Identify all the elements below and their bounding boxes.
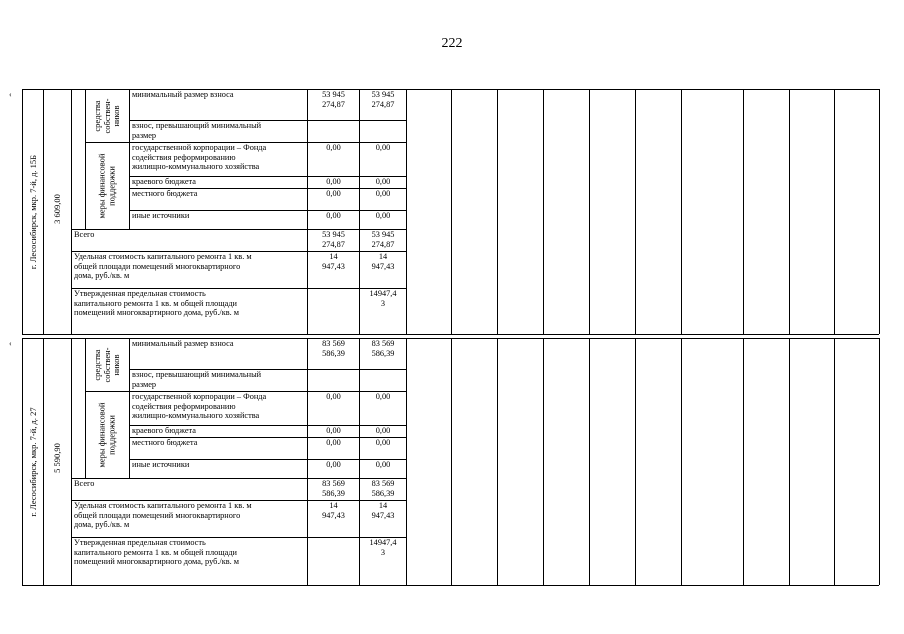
row-label: краевого бюджета <box>132 177 196 186</box>
column-rule <box>879 89 880 334</box>
area-label: 5 590,90 <box>52 443 62 473</box>
value-cell: 0,00 <box>326 143 341 152</box>
column-rule <box>307 89 308 334</box>
column-rule <box>406 89 407 334</box>
group-bottom-rule <box>22 585 879 586</box>
row-label: иные источники <box>132 460 190 469</box>
column-rule <box>71 338 72 585</box>
row-label: местного бюджета <box>132 189 198 198</box>
column-rule <box>635 338 636 585</box>
column-rule <box>834 338 835 585</box>
owners-funds-label: средства собствен- ников <box>91 347 121 382</box>
column-rule <box>22 89 23 334</box>
value-cell: 14 947,43 <box>322 252 345 271</box>
value-cell <box>310 121 357 142</box>
column-rule <box>589 89 590 334</box>
column-rule <box>451 338 452 585</box>
owners-funds-label: средства собствен- ников <box>91 98 121 133</box>
column-rule <box>359 338 360 585</box>
row-label: Всего <box>74 230 95 239</box>
column-rule <box>307 338 308 585</box>
row-label: иные источники <box>132 211 190 220</box>
column-rule <box>22 338 23 585</box>
row-label: Удельная стоимость капитального ремонта 1 кв. м общей площади помещений многоквартирного дома, руб./кв. м <box>74 252 252 281</box>
column-rule <box>743 338 744 585</box>
value-cell: 0,00 <box>375 438 391 447</box>
value-cell: 14947,4 3 <box>369 538 397 557</box>
value-cell: 53 945 274,87 <box>322 230 345 249</box>
column-rule <box>879 338 880 585</box>
value-cell: 14947,4 3 <box>369 289 397 308</box>
column-rule <box>129 89 130 229</box>
value-cell: 83 569 586,39 <box>322 479 345 498</box>
column-rule <box>85 338 86 478</box>
value-cell: 0,00 <box>375 189 391 198</box>
address-label: г. Лесосибирск, мкр. 7-й, д. 27 <box>27 406 38 517</box>
row-label: государственной корпорации – Фонда содействия реформированию жилищно-коммунального хозяйства <box>132 143 267 172</box>
row-label: Всего <box>74 479 95 488</box>
value-cell: 0,00 <box>326 189 341 198</box>
column-rule <box>129 338 130 478</box>
row-label: Утвержденная предельная стоимость капитального ремонта 1 кв. м общей площади помещений многоквартирного дома, руб./кв. м <box>74 538 240 567</box>
value-cell: 0,00 <box>375 211 391 220</box>
value-cell <box>310 289 357 334</box>
row-label: государственной корпорации – Фонда содействия реформированию жилищно-коммунального хозяйства <box>132 392 267 421</box>
row-label: минимальный размер взноса <box>132 90 234 99</box>
column-rule <box>497 89 498 334</box>
value-cell: 83 569 586,39 <box>322 339 345 358</box>
value-cell: 83 569 586,39 <box>371 339 395 358</box>
value-cell: 0,00 <box>375 460 391 469</box>
margin-mark: ‹ <box>9 339 12 348</box>
column-rule <box>543 89 544 334</box>
column-rule <box>406 338 407 585</box>
column-rule <box>543 338 544 585</box>
column-rule <box>589 338 590 585</box>
column-rule <box>789 89 790 334</box>
value-cell: 0,00 <box>375 426 391 435</box>
financial-support-label: меры финансовой поддержки <box>96 402 116 467</box>
column-rule <box>834 89 835 334</box>
value-cell: 14 947,43 <box>371 501 395 520</box>
column-rule <box>43 338 44 585</box>
value-cell: 53 945 274,87 <box>322 90 345 109</box>
row-label: взнос, превышающий минимальный размер <box>132 370 262 389</box>
area-label: 3 609,00 <box>52 194 62 224</box>
value-cell: 0,00 <box>326 177 341 186</box>
value-cell: 83 569 586,39 <box>371 479 395 498</box>
value-cell: 53 945 274,87 <box>371 230 395 249</box>
row-label: минимальный размер взноса <box>132 339 234 348</box>
margin-mark: ‹ <box>9 90 12 99</box>
value-cell: 0,00 <box>326 460 341 469</box>
value-cell: 14 947,43 <box>371 252 395 271</box>
column-rule <box>681 89 682 334</box>
column-rule <box>43 89 44 334</box>
value-cell <box>310 370 357 391</box>
column-rule <box>789 338 790 585</box>
value-cell: 0,00 <box>326 426 341 435</box>
group-bottom-rule <box>22 334 879 335</box>
value-cell: 53 945 274,87 <box>371 90 395 109</box>
column-rule <box>635 89 636 334</box>
column-rule <box>497 338 498 585</box>
value-cell: 0,00 <box>326 211 341 220</box>
value-cell: 14 947,43 <box>322 501 345 520</box>
column-rule <box>743 89 744 334</box>
column-rule <box>71 89 72 334</box>
address-label: г. Лесосибирск, мкр. 7-й, д. 15Б <box>27 154 38 269</box>
financial-support-label: меры финансовой поддержки <box>96 153 116 218</box>
column-rule <box>85 89 86 229</box>
row-label: взнос, превышающий минимальный размер <box>132 121 262 140</box>
value-cell <box>310 538 357 585</box>
value-cell: 0,00 <box>326 392 341 401</box>
column-rule <box>451 89 452 334</box>
row-label: краевого бюджета <box>132 426 196 435</box>
column-rule <box>359 89 360 334</box>
row-label: Утвержденная предельная стоимость капитального ремонта 1 кв. м общей площади помещений многоквартирного дома, руб./кв. м <box>74 289 240 318</box>
value-cell <box>362 370 404 391</box>
row-label: Удельная стоимость капитального ремонта 1 кв. м общей площади помещений многоквартирного дома, руб./кв. м <box>74 501 252 530</box>
row-label: местного бюджета <box>132 438 198 447</box>
value-cell: 0,00 <box>326 438 341 447</box>
column-rule <box>681 338 682 585</box>
value-cell <box>362 121 404 142</box>
page-number: 222 <box>441 36 463 51</box>
value-cell: 0,00 <box>375 392 391 401</box>
value-cell: 0,00 <box>375 143 391 152</box>
value-cell: 0,00 <box>375 177 391 186</box>
